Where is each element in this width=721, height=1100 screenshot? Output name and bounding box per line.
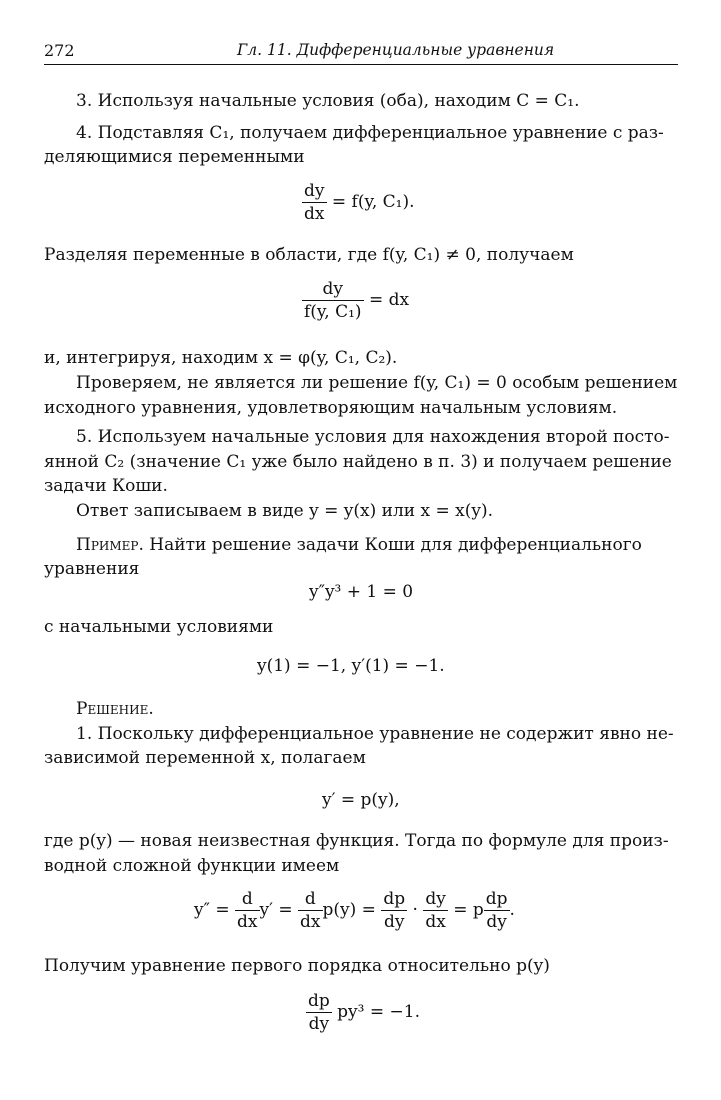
fraction <box>298 888 322 933</box>
fraction-denominator: dx <box>237 912 258 932</box>
equation-term: p(y) = <box>322 900 376 920</box>
step-3-text: 3. Используя начальные условия (оба), находим C = C₁. <box>76 91 580 111</box>
equation-rhs: = dx <box>368 290 410 310</box>
equation-chain-rule <box>194 888 515 933</box>
step-5-text-line-2: янной C₂ (значение C₁ уже было найдено в п. 3) и получаем решение <box>44 452 672 472</box>
fraction <box>381 888 407 933</box>
fraction-numerator: d <box>298 888 322 911</box>
check-text-line-2: исходного уравнения, удовлетворяющим начальным условиям. <box>44 398 618 418</box>
fraction-denominator: f(y, C₁) <box>304 302 362 322</box>
equation-ode: y″y³ + 1 = 0 <box>309 582 414 602</box>
fraction <box>306 990 332 1035</box>
integration-text: и, интегрируя, находим x = φ(y, C₁, C₂). <box>44 348 398 368</box>
example-text: Найти решение задачи Коши для дифференциального <box>149 535 642 555</box>
equation-initial-conditions: y(1) = −1, y′(1) = −1. <box>257 656 445 676</box>
equation-rhs: py³ = −1. <box>337 1002 420 1022</box>
equation-first-order <box>306 990 420 1035</box>
equation-term: . <box>509 900 515 920</box>
fraction-numerator: dy <box>304 181 325 201</box>
derivative-text-line-1: где p(y) — новая неизвестная функция. Тогда по формуле для произ- <box>44 831 669 851</box>
separation-text: Разделяя переменные в области, где f(y, C₁) ≠ 0, получаем <box>44 245 574 265</box>
first-order-text: Получим уравнение первого порядка относительно p(y) <box>44 956 550 976</box>
fraction-denominator: dy <box>383 912 405 932</box>
derivative-text-line-2: водной сложной функции имеем <box>44 856 340 876</box>
solution-step-1-line-2: зависимой переменной x, полагаем <box>44 748 366 768</box>
step-4-text-line-2: деляющимися переменными <box>44 147 305 167</box>
answer-text: Ответ записываем в виде y = y(x) или x = x(y). <box>76 501 493 521</box>
fraction-numerator: dp <box>485 889 508 909</box>
fraction-denominator: dy <box>308 1014 330 1034</box>
fraction-numerator: d <box>235 888 259 911</box>
equation-dy-dx <box>302 180 415 225</box>
check-text-line-1: Проверяем, не является ли решение f(y, C₁) = 0 особым решением <box>76 373 678 393</box>
fraction <box>302 278 364 323</box>
example-line-2: уравнения <box>44 559 140 579</box>
fraction-denominator: dy <box>486 912 507 932</box>
example-line-1 <box>76 533 642 557</box>
running-head: Гл. 11. Дифференциальные уравнения <box>237 41 555 59</box>
fraction <box>235 888 259 933</box>
page-number: 272 <box>44 41 75 60</box>
fraction-denominator: dx <box>425 912 446 932</box>
step-5-text-line-3: задачи Коши. <box>44 476 168 496</box>
fraction-numerator: dy <box>302 278 364 301</box>
fraction-numerator: dp <box>383 889 406 909</box>
fraction-denominator: dx <box>304 204 325 224</box>
equation-term: y′ = <box>259 900 293 920</box>
equation-substitution: y′ = p(y), <box>322 790 400 810</box>
fraction-numerator: dp <box>308 991 330 1011</box>
fraction <box>423 888 448 933</box>
fraction <box>484 888 510 933</box>
equation-rhs: = f(y, C₁). <box>331 192 415 212</box>
example-label: Пример. <box>76 535 144 555</box>
page-header <box>44 40 678 65</box>
solution-step-1-line-1: 1. Поскольку дифференциальное уравнение не содержит явно не- <box>76 724 674 744</box>
fraction-denominator: dx <box>300 912 321 932</box>
equation-term: · <box>412 900 418 920</box>
equation-separated <box>302 278 409 323</box>
step-4-text-line-1: 4. Подставляя C₁, получаем дифференциальное уравнение с раз- <box>76 123 664 143</box>
equation-lhs: y″ = <box>194 900 230 920</box>
solution-label: Решение. <box>76 699 154 719</box>
equation-term: = p <box>453 900 484 920</box>
fraction <box>302 180 327 225</box>
step-5-text-line-1: 5. Используем начальные условия для нахождения второй посто- <box>76 427 670 447</box>
fraction-numerator: dy <box>425 889 446 909</box>
initial-conditions-text: с начальными условиями <box>44 617 274 637</box>
